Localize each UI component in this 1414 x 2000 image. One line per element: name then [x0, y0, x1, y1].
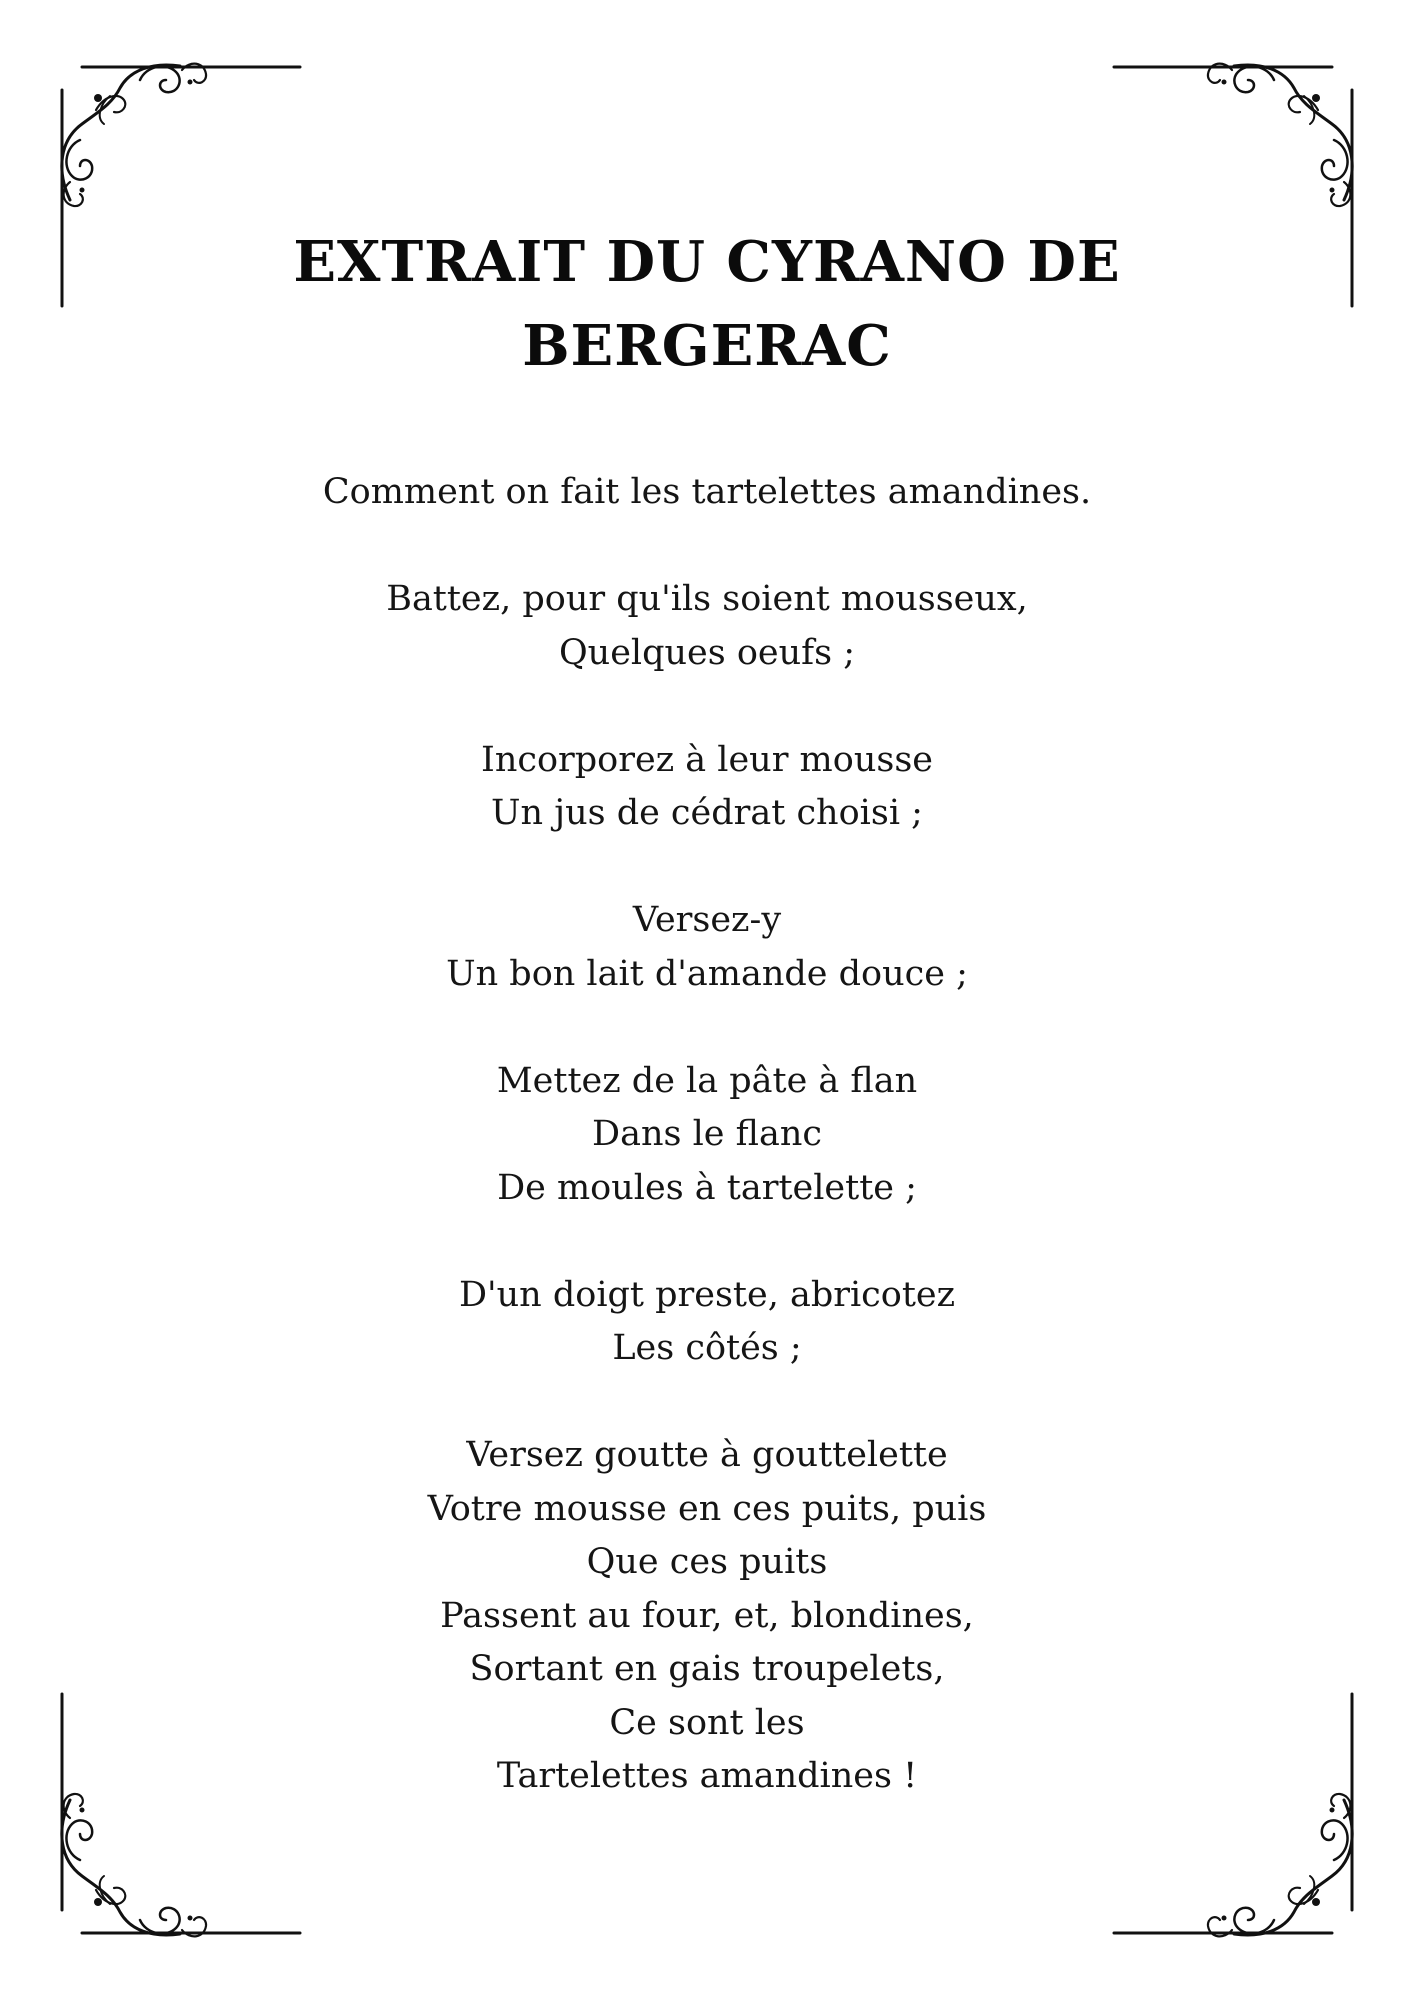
stanza — [200, 894, 1214, 1001]
poem-line: Passent au four, et, blondines, — [440, 1595, 974, 1636]
stanza — [200, 1055, 1214, 1216]
poem-line: Un bon lait d'amande douce ; — [446, 953, 968, 994]
stanza — [200, 573, 1214, 680]
poem-line: Battez, pour qu'ils soient mousseux, — [386, 579, 1028, 619]
poem-line: Un jus de cédrat choisi ; — [491, 793, 923, 833]
poem-line: Versez goutte à gouttelette — [466, 1435, 948, 1475]
poem-line: Les côtés ; — [612, 1328, 802, 1368]
poem-line: Mettez de la pâte à flan — [496, 1060, 918, 1101]
poem-line: Ce sont les — [609, 1702, 805, 1743]
poem-line: Tartelettes amandines ! — [496, 1756, 918, 1796]
poem-line: Votre mousse en ces puits, puis — [427, 1488, 987, 1529]
poem-line: Que ces puits — [586, 1542, 828, 1582]
stanza-intro — [200, 466, 1214, 520]
poem-line: Versez-y — [632, 900, 782, 940]
stanza — [200, 1269, 1214, 1376]
poem-line: D'un doigt preste, abricotez — [458, 1274, 956, 1315]
stanza — [200, 734, 1214, 841]
poem-body — [200, 466, 1214, 1804]
poem-line: Incorporez à leur mousse — [481, 739, 933, 780]
poem-line: Dans le flanc — [592, 1114, 822, 1154]
poem-line: De moules à tartelette ; — [497, 1167, 917, 1208]
poem-line: Quelques oeufs ; — [558, 632, 856, 673]
poem-line: Comment on fait les tartelettes amandines. — [322, 472, 1092, 512]
title-line-1: EXTRAIT DU CYRANO DE — [293, 229, 1121, 295]
page-title — [200, 220, 1214, 388]
stanza — [200, 1429, 1214, 1804]
poem-line: Sortant en gais troupelets, — [469, 1649, 945, 1689]
title-line-2: BERGERAC — [522, 313, 892, 379]
